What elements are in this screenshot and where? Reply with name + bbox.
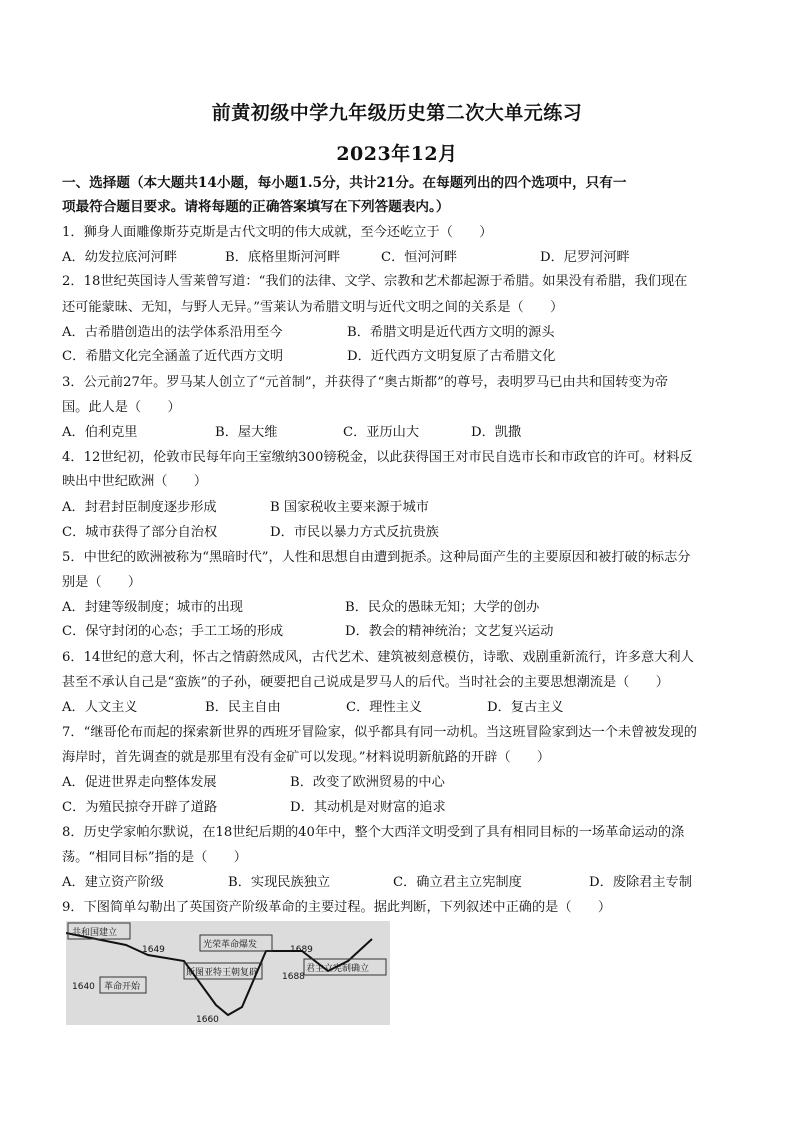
question-5-option-d: D．教会的精神统治；文艺复兴运动 — [345, 624, 554, 639]
label-revolution-begins: 革命开始 — [104, 982, 141, 992]
question-1-option-b: B．底格里斯河河畔 — [225, 250, 341, 265]
question-5-stem-line-1: 5．中世纪的欧洲被称为“黑暗时代”，人性和思想自由遭到扼杀。这种局面产生的主要原因和被打破的标志分 — [62, 550, 691, 565]
question-5-option-c: C．保守封闭的心态；手工工场的形成 — [62, 624, 284, 639]
question-2-stem-line-2: 还可能蒙昧、无知，与野人无异。”雪莱认为希腊文明与近代文明之间的关系是（ ） — [62, 300, 564, 315]
question-4-option-d: D．市民以暴力方式反抗贵族 — [270, 525, 439, 540]
question-7-option-a: A．促进世界走向整体发展 — [62, 775, 217, 790]
label-republic-established: 共和国建立 — [72, 928, 118, 938]
question-7-stem-line-1: 7．“继哥伦布而起的探索新世界的西班牙冒险家，似乎都具有同一动机。当这班冒险家到达一个未曾被发现的 — [62, 725, 697, 740]
question-1-stem: 1．狮身人面雕像斯芬克斯是古代文明的伟大成就，至今还屹立于（ ） — [62, 225, 493, 240]
question-4-option-b: B 国家税收主要来源于城市 — [270, 500, 429, 515]
question-4-option-c: C．城市获得了部分自治权 — [62, 525, 218, 540]
question-6-option-c: C．理性主义 — [346, 700, 423, 715]
label-year-1649: 1649 — [142, 945, 165, 955]
label-year-1689: 1689 — [290, 945, 313, 955]
section-instructions-line-1: 一、选择题（本大题共14小题，每小题1.5分，共计21分。在每题列出的四个选项中，只有一 — [62, 175, 627, 191]
question-4-stem-line-1: 4．12世纪初，伦敦市民每年向王室缴纳300镑税金，以此获得国王对市民自选市长和市政官的许可。材料反 — [62, 450, 693, 465]
section-instructions-line-2: 项最符合题目要求。请将每题的正确答案填写在下列答题表内。） — [62, 199, 450, 215]
question-1-option-d: D．尼罗河河畔 — [540, 250, 630, 265]
exam-date: 2023年12月 — [336, 143, 458, 165]
question-8-option-a: A．建立资产阶级 — [62, 875, 164, 890]
page-title: 前黄初级中学九年级历史第二次大单元练习 — [211, 102, 583, 124]
question-6-option-a: A．人文主义 — [62, 700, 138, 715]
question-9-stem: 9．下图简单勾勒出了英国资产阶级革命的主要过程。据此判断，下列叙述中正确的是（ ） — [62, 900, 612, 915]
question-8-stem-line-2: 荡。“相同目标”指的是（ ） — [62, 850, 247, 865]
question-1-option-c: C．恒河河畔 — [381, 250, 458, 265]
label-year-1640: 1640 — [72, 982, 95, 992]
question-2-option-c: C．希腊文化完全涵盖了近代西方文明 — [62, 349, 284, 364]
label-constitutional-monarchy: 君主立宪制确立 — [306, 964, 370, 974]
revolution-process-svg — [66, 921, 390, 1025]
question-2-option-d: D．近代西方文明复原了古希腊文化 — [347, 349, 556, 364]
question-4-stem-line-2: 映出中世纪欧洲（ ） — [62, 474, 208, 489]
question-3-option-c: C．亚历山大 — [343, 425, 420, 440]
question-5-option-b: B．民众的愚昧无知；大学的创办 — [345, 600, 540, 615]
question-3-stem-line-1: 3．公元前27年。罗马某人创立了“元首制”，并获得了“奥古斯都”的尊号，表明罗马已由共和国转变为帝 — [62, 375, 669, 390]
question-3-option-d: D．凯撒 — [471, 425, 522, 440]
question-8-option-d: D．废除君主专制 — [589, 875, 692, 890]
label-restoration: 斯图亚特王朝复辟 — [186, 968, 259, 978]
question-2-stem-line-1: 2．18世纪英国诗人雪莱曾写道：“我们的法律、文学、宗教和艺术都起源于希腊。如果没有希腊，我们现在 — [62, 274, 688, 289]
question-7-option-b: B．改变了欧洲贸易的中心 — [290, 775, 445, 790]
question-6-option-b: B．民主自由 — [205, 700, 281, 715]
label-glorious-revolution: 光荣革命爆发 — [203, 940, 258, 950]
label-year-1660: 1660 — [196, 1015, 219, 1025]
question-7-stem-line-2: 海岸时，首先调查的就是那里有没有金矿可以发现。”材料说明新航路的开辟（ ） — [62, 750, 551, 765]
question-7-option-c: C．为殖民掠夺开辟了道路 — [62, 800, 218, 815]
question-2-option-a: A．古希腊创造出的法学体系沿用至今 — [62, 325, 283, 340]
question-2-option-b: B．希腊文明是近代西方文明的源头 — [347, 325, 555, 340]
label-year-1688: 1688 — [282, 972, 305, 982]
question-3-option-a: A．伯利克里 — [62, 425, 138, 440]
question-7-option-d: D．其动机是对财富的追求 — [290, 800, 446, 815]
question-8-option-b: B．实现民族独立 — [228, 875, 331, 890]
question-3-option-b: B．屋大维 — [215, 425, 278, 440]
question-8-stem-line-1: 8．历史学家帕尔默说，在18世纪后期的40年中，整个大西洋文明受到了具有相同目标的一场革命运动的涤 — [62, 825, 685, 840]
revolution-process-diagram — [66, 921, 390, 1025]
question-6-option-d: D．复古主义 — [487, 700, 564, 715]
question-4-option-a: A．封君封臣制度逐步形成 — [62, 500, 217, 515]
question-6-stem-line-1: 6．14世纪的意大利，怀古之情蔚然成风，古代艺术、建筑被刻意模仿，诗歌、戏剧重新流行，许多意大利人 — [62, 650, 694, 665]
question-3-stem-line-2: 国。此人是（ ） — [62, 400, 181, 415]
question-6-stem-line-2: 甚至不承认自己是“蛮族”的子孙，硬要把自己说成是罗马人的后代。当时社会的主要思想潮流是（ ） — [62, 675, 669, 690]
question-8-option-c: C．确立君主立宪制度 — [393, 875, 522, 890]
question-5-option-a: A．封建等级制度；城市的出现 — [62, 600, 243, 615]
question-1-option-a: A．幼发拉底河河畔 — [62, 250, 178, 265]
question-5-stem-line-2: 别是（ ） — [62, 575, 142, 590]
